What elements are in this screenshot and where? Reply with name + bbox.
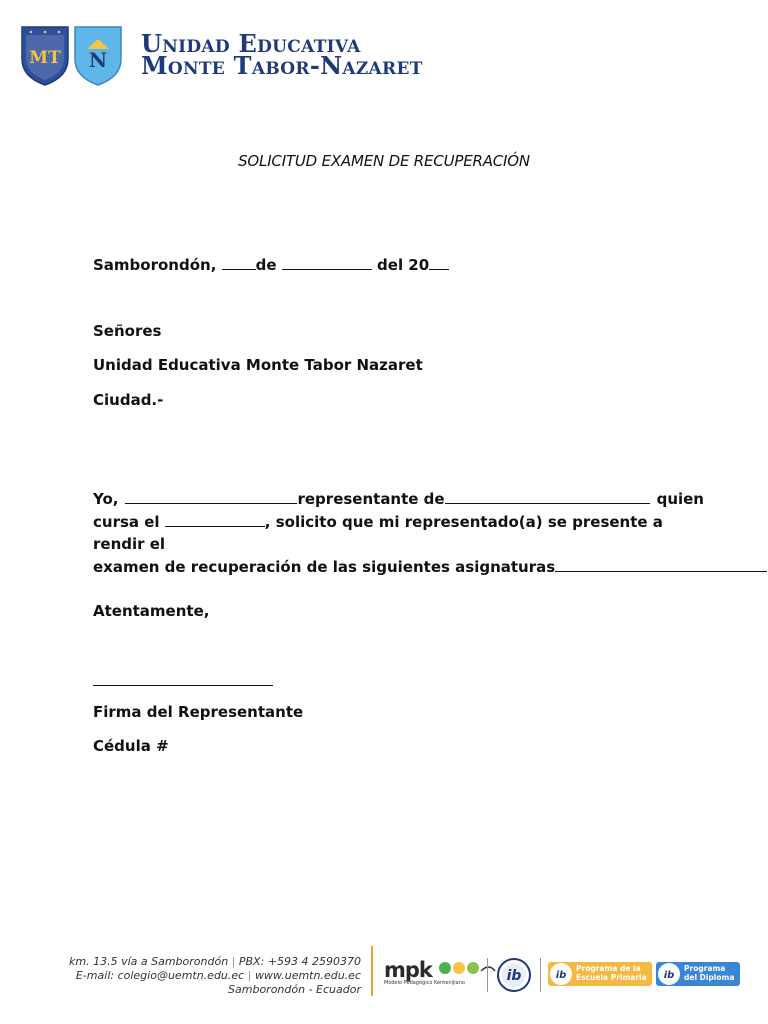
dp-ib-icon (657, 962, 681, 986)
body-line3: examen de recuperación de las siguientes asignaturas (93, 557, 556, 576)
closing: Atentamente, (93, 602, 210, 620)
footer-divider-2 (487, 958, 488, 992)
footer-gold-divider (371, 946, 373, 996)
paragraph-line-1 (93, 488, 704, 511)
paragraph-line-3 (93, 556, 704, 579)
ib-logo (496, 957, 532, 993)
signature-line (93, 685, 273, 686)
pyp-badge (548, 962, 652, 986)
body-quien: quien (656, 490, 704, 508)
recipient: Unidad Educativa Monte Tabor Nazaret (93, 356, 423, 374)
grade-blank (165, 514, 265, 527)
body-cursa-el: cursa el (93, 512, 160, 531)
dp-badge (656, 962, 740, 986)
signature-label: Firma del Representante (93, 703, 304, 721)
school-name (141, 29, 423, 80)
footer-location: Samborondón - Ecuador (228, 983, 361, 996)
mpk-logo (384, 958, 497, 986)
city: Ciudad.- (93, 391, 164, 409)
request-paragraph (93, 488, 704, 578)
dp-line1: Programa (684, 964, 726, 973)
footer-email: E-mail: colegio@uemtn.edu.ec (75, 969, 245, 982)
school-name-line1: Unidad Educativa (141, 29, 361, 58)
school-shield-n-logo (73, 25, 123, 87)
month-blank (282, 257, 372, 270)
pyp-ib-icon (549, 962, 573, 986)
footer-line-1: km. 13.5 vía a Samborondón | PBX: +593 4 2590370 (69, 955, 361, 968)
svg-text:ib: ib (555, 970, 567, 981)
salutation: Señores (93, 322, 162, 340)
subjects-blank (555, 559, 767, 572)
body-yo: Yo, (93, 490, 119, 508)
school-name-line2: Monte Tabor-Nazaret (141, 51, 423, 80)
day-blank (222, 257, 256, 270)
footer-pbx: PBX: +593 4 2590370 (238, 955, 361, 968)
footer-website: www.uemtn.edu.ec (254, 969, 361, 982)
logo-mt-letters: MT (29, 48, 61, 68)
svg-text:ib: ib (506, 968, 522, 984)
date-del: del 20 (377, 256, 430, 274)
date-de: de (255, 256, 277, 274)
pyp-line2: Escuela Primaria (576, 973, 647, 982)
footer-line-2: E-mail: colegio@uemtn.edu.ec | www.uemtn.edu.ec (75, 969, 361, 982)
logo-n-letter: N (88, 48, 108, 72)
student-name-blank (445, 491, 650, 504)
body-representante-de: representante de (297, 490, 445, 508)
date-city: Samborondón, (93, 256, 217, 274)
representative-name-blank (125, 491, 297, 504)
year-blank (429, 257, 449, 270)
school-shield-mt-logo (20, 25, 70, 87)
footer-divider-3 (540, 958, 541, 992)
date-line (93, 256, 449, 274)
dp-line2: del Diploma (684, 973, 735, 982)
paragraph-line-2 (93, 511, 704, 556)
mpk-logo-text: mpk (384, 958, 432, 982)
pyp-line1: Programa de la (576, 964, 641, 973)
document-title: SOLICITUD EXAMEN DE RECUPERACIÓN (238, 152, 530, 170)
body-solicito: , solicito que mi representado(a) se presente a rendir el (93, 512, 663, 553)
mpk-caption: Modelo Pedagógico Kentenijiano (384, 980, 465, 986)
footer-address: km. 13.5 vía a Samborondón (69, 955, 229, 968)
id-label: Cédula # (93, 737, 169, 755)
svg-text:ib: ib (663, 970, 675, 981)
